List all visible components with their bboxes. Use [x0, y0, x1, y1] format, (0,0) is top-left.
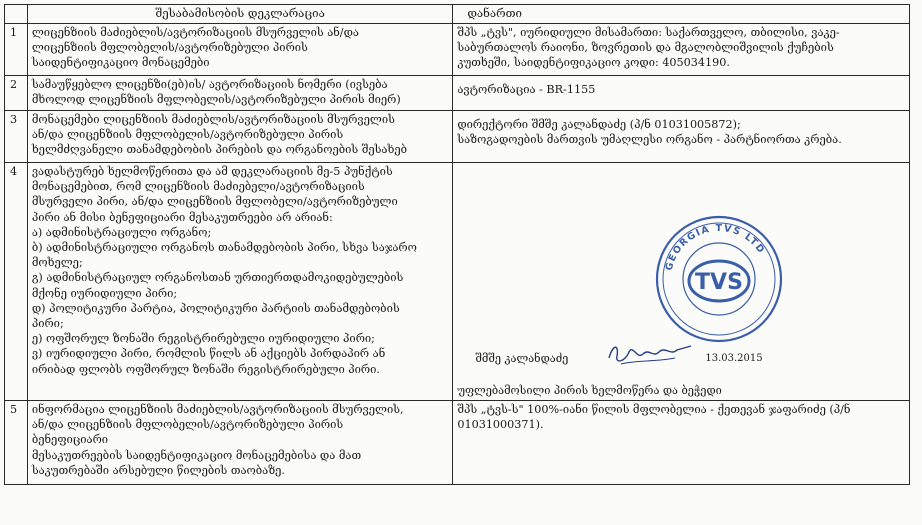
row-right-text: შპს „ტვს-ს" 100%-იანი წილის მფლობელია - ქეთევან ჯაფარიძე (პ/ნ 01031000371). — [453, 401, 910, 485]
table-row — [5, 111, 910, 163]
stamp-logo-text: TVS — [695, 270, 744, 295]
signature-cell — [453, 163, 910, 401]
row-left-text: მონაცემები ლიცენზიის მაძიებლის/ავტორიზაციის მსურველის ან/და ლიცენზიის მფლობელის/ავტორიზებული პირის ხელმძღვანელი თანამდებობის პირების და ორგანოების შესახებ — [27, 111, 453, 163]
header-left: შესაბამისობის დეკლარაცია — [27, 5, 453, 24]
row-number: 2 — [5, 76, 28, 111]
table-header-row — [5, 5, 910, 24]
handwritten-signature — [605, 338, 695, 368]
row-left-text: ლიცენზიის მაძიებლის/ავტორიზაციის მსურველის ან/და ლიცენზიის მფლობელის/ავტორიზებული პირის საიდენტიფიკაციო მონაცემები — [27, 24, 453, 76]
table-row — [5, 76, 910, 111]
declaration-table — [4, 4, 910, 485]
row-right-text: შპს „ტვს", იურიდიული მისამართი: საქართველო, თბილისი, ვაკე- საბურთალოს რაიონი, ზოვრეთის და მგალობლიშვილის ქუჩების კუთხეში, საიდენტიფიკაციო კოდი: 405034190. — [453, 24, 910, 76]
row-left-text: ინფორმაცია ლიცენზიის მაძიებლის/ავტორიზაციის მსურველის, ან/და ლიცენზიის მფლობელის/ავტორიზებული პირის ბენეფიციარი მესაკუთრეების საიდენტიფიკაციო მონაცემებისა და მათ საკუთრებაში არსებული წილების თაობაზე. — [27, 401, 453, 485]
table-row — [5, 24, 910, 76]
company-stamp — [653, 213, 785, 345]
stamp-arc-text: GEORGIA TVS LTD — [664, 222, 768, 272]
signature-date: 13.03.2015 — [705, 353, 763, 364]
signature-caption: უფლებამოსილი პირის ხელმოწერა და ბეჭედი — [457, 384, 722, 397]
signer-name: შმშე კალანდაძე — [475, 352, 569, 365]
row-number: 5 — [5, 401, 28, 485]
row-number: 4 — [5, 163, 28, 401]
row-left-text: ვადასტურებ ხელმოწერითა და ამ დეკლარაციის მე-5 პუნქტის მონაცემებით, რომ ლიცენზიის მაძიებელი/ავტორიზაციის მსურველი პირი, ან/და ლიცენზიის მფლობელი/ავტორიზებული პირი ან მისი ბენეფიციარი მესაკუთრეები არ არიან: ა) ადმინისტრაციული ორგანო; ბ) ადმინისტრაციული ორგანოს თანამდებობის პირი, სხვა საჯარო მოხელე; გ) ადმინისტრაციულ ორგანოსთან ურთიერთდამოკიდებულების მქონე იურიდიული პირი; დ) პოლიტიკური პარტია, პოლიტიკური პარტიის თანამდებობის პირი; ე) ოფშორულ ზონაში რეგისტრირებული იურიდიული პირი; ვ) იურიდიული პირი, რომლის წილს ან აქციებს პირდაპირ ან ირიბად ფლობს ოფშორულ ზონაში რეგისტრირებული პირი. — [27, 163, 453, 401]
table-row — [5, 401, 910, 485]
row-number: 1 — [5, 24, 28, 76]
header-right: დანართი — [453, 5, 910, 24]
row-left-text: სამაუწყებლო ლიცენზი(ებ)ის/ ავტორიზაციის ნომერი (ივსება მხოლოდ ლიცენზიის მფლობელის/ავტორიზებული პირის მიერ) — [27, 76, 453, 111]
row-right-text: ავტორიზაცია - BR-1155 — [453, 76, 910, 111]
table-row — [5, 163, 910, 401]
header-num-cell — [5, 5, 28, 24]
row-right-text: დირექტორი შმშე კალანდაძე (პ/ნ 01031005872); საზოგადოების მართვის უმაღლესი ორგანო - პარტნიორთა კრება. — [453, 111, 910, 163]
row-number: 3 — [5, 111, 28, 163]
